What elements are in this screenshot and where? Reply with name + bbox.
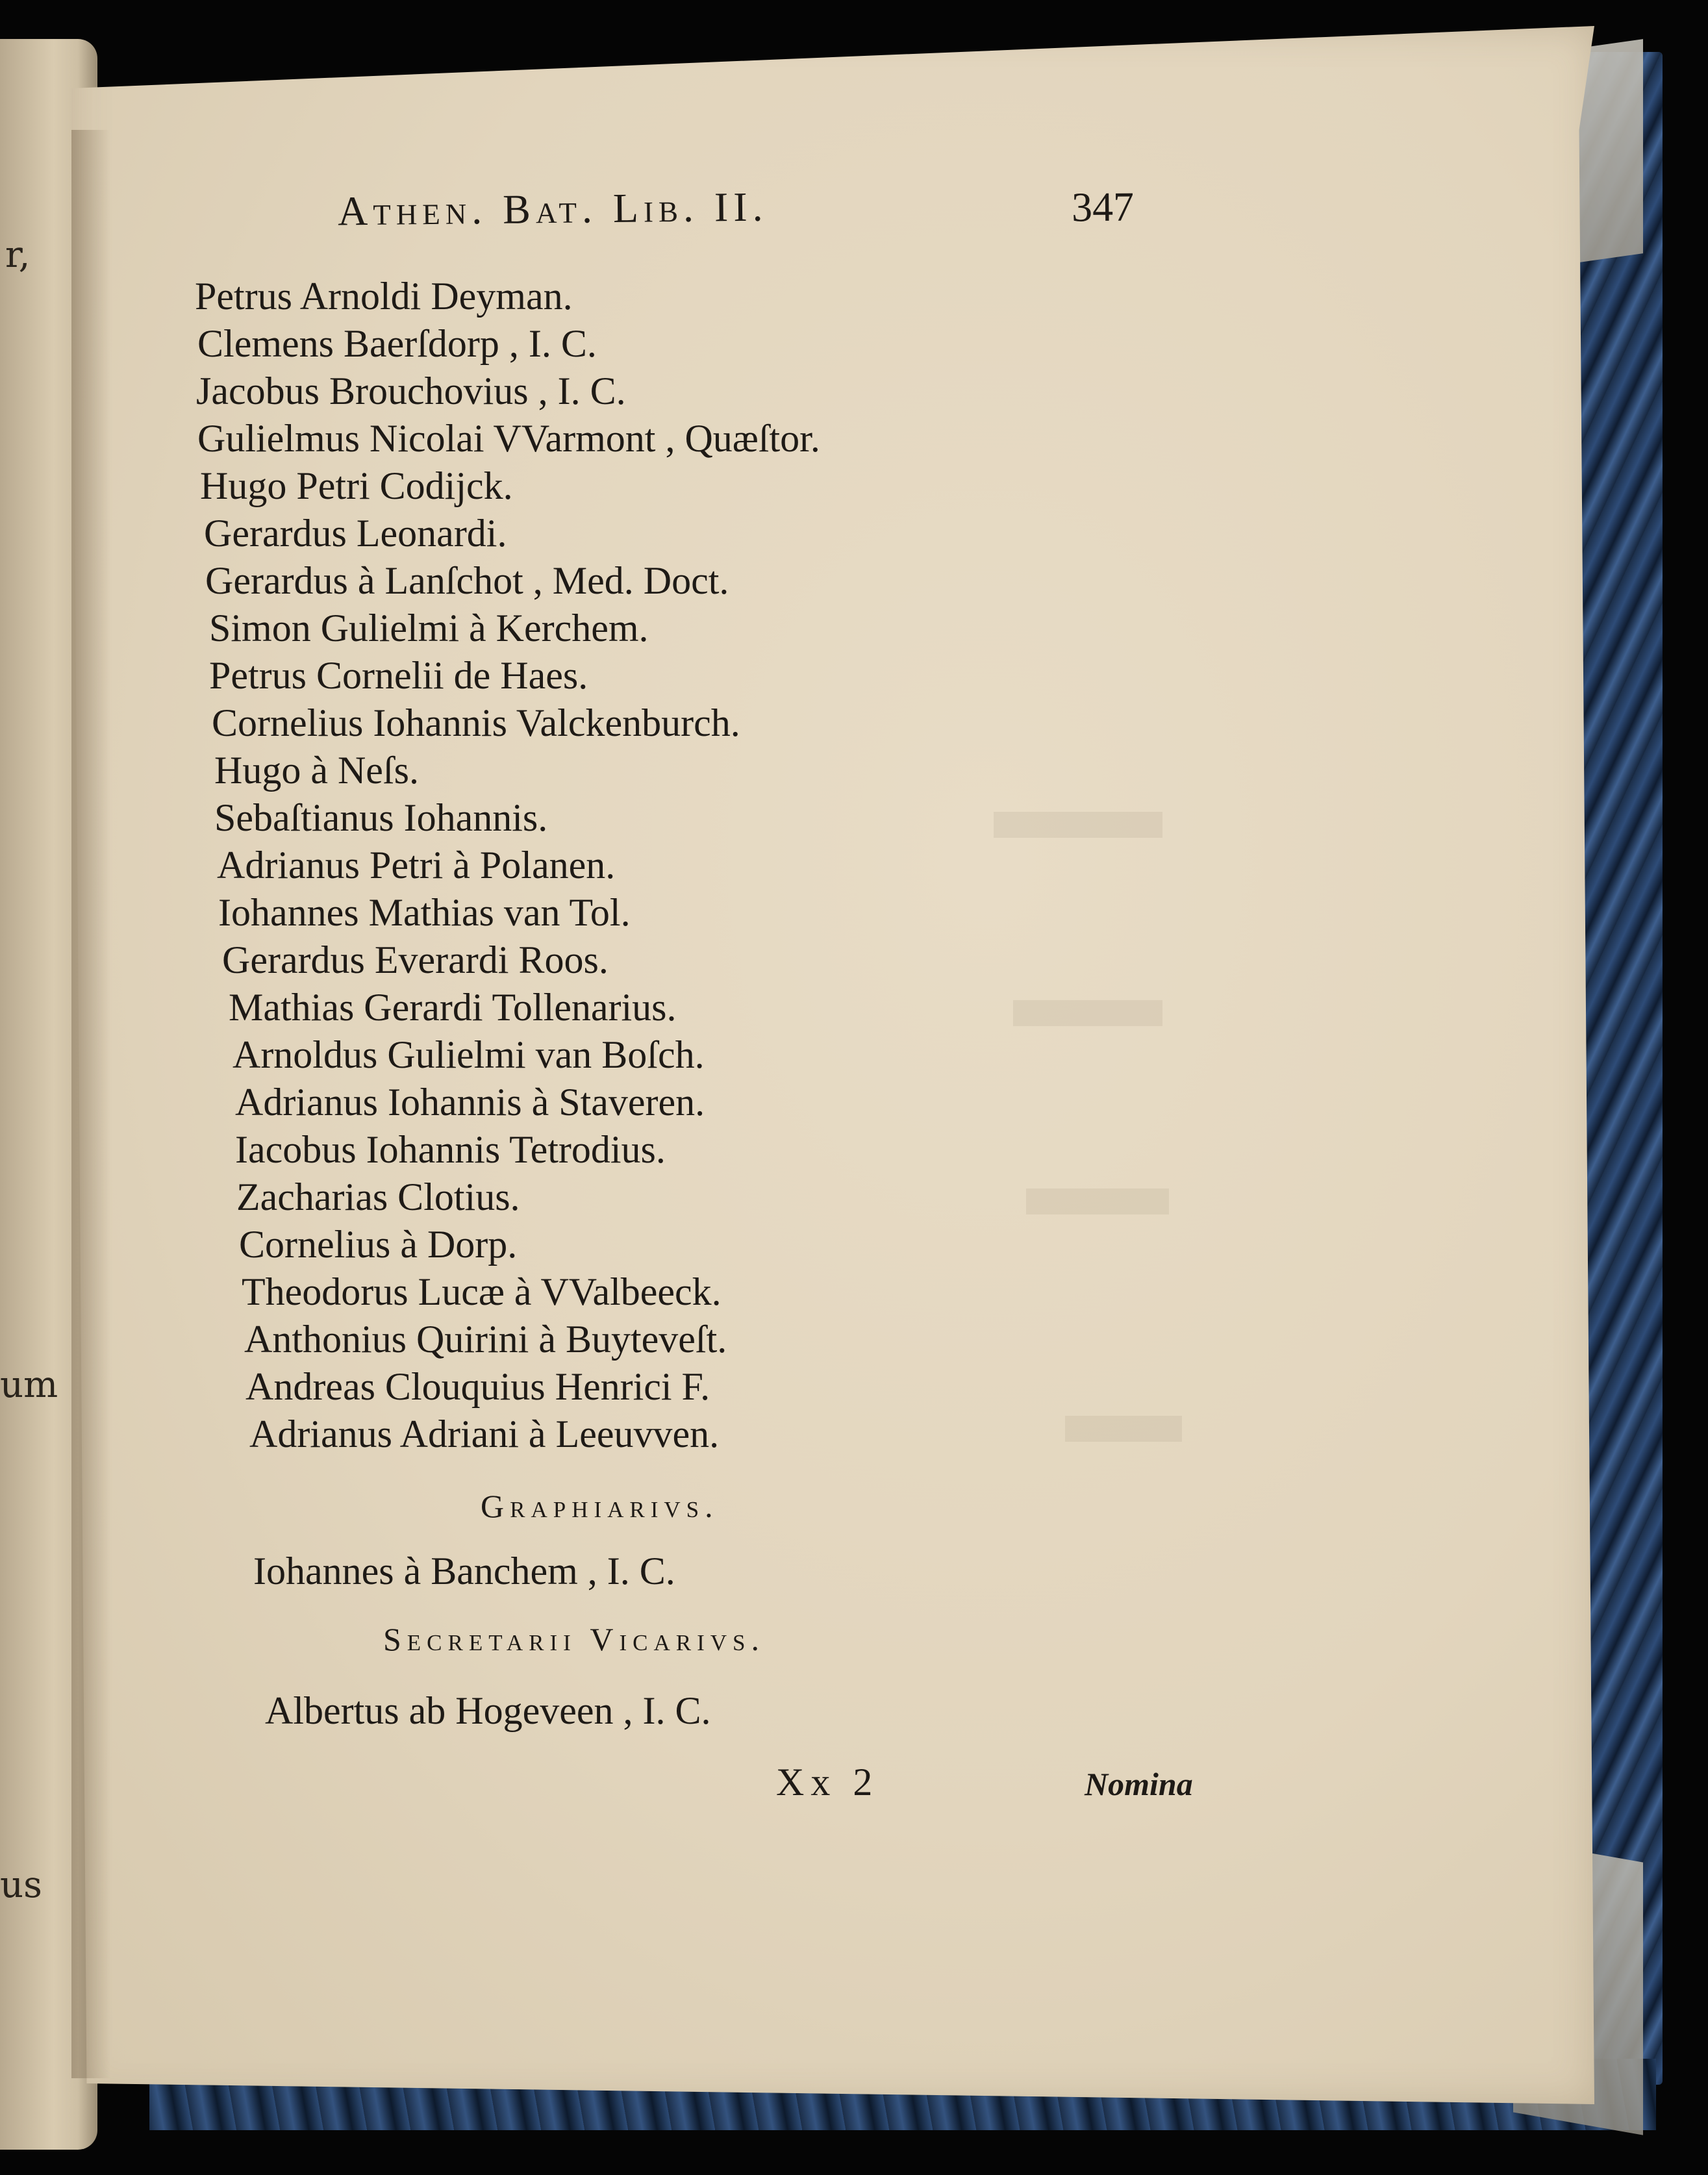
list-item: Clemens Baerſdorp , I. C. xyxy=(197,322,597,365)
signature-mark: Xx 2 xyxy=(776,1761,879,1804)
previous-page-fragment: um xyxy=(0,1364,58,1406)
previous-page-fragment: us xyxy=(0,1864,42,1906)
list-item: Adrianus Iohannis à Staveren. xyxy=(235,1081,705,1124)
list-item: Arnoldus Gulielmi van Boſch. xyxy=(232,1033,705,1076)
list-item: Hugo Petri Codijck. xyxy=(200,464,513,507)
list-item: Mathias Gerardi Tollenarius. xyxy=(229,986,677,1029)
name-list xyxy=(195,273,1169,1458)
list-item: Adrianus Petri à Polanen. xyxy=(217,844,616,886)
list-item: Petrus Cornelii de Haes. xyxy=(209,654,588,697)
list-item: Gulielmus Nicolai VVarmont , Quæſtor. xyxy=(197,417,820,460)
list-item: Theodorus Lucæ à VValbeeck. xyxy=(242,1270,722,1313)
previous-page-fragment: r, xyxy=(5,234,31,276)
running-title: Athen. Bat. Lib. II. xyxy=(337,183,768,234)
list-item: Andreas Clouquius Henrici F. xyxy=(245,1365,710,1408)
list-item: Zacharias Clotius. xyxy=(236,1176,520,1218)
secretarii-name: Albertus ab Hogeveen , I. C. xyxy=(265,1689,711,1732)
list-item: Iacobus Iohannis Tetrodius. xyxy=(235,1128,666,1171)
page-number: 347 xyxy=(1071,183,1135,231)
graphiarius-name: Iohannes à Banchem , I. C. xyxy=(253,1550,675,1592)
catchword: Nomina xyxy=(1085,1766,1193,1802)
graphiarius-heading: Graphiarivs. xyxy=(481,1488,719,1524)
list-item: Anthonius Quirini à Buyteveſt. xyxy=(244,1318,727,1361)
list-item: Cornelius Iohannis Valckenburch. xyxy=(212,701,740,744)
list-item: Sebaſtianus Iohannis. xyxy=(214,796,548,839)
list-item: Gerardus Leonardi. xyxy=(204,512,507,555)
list-item: Hugo à Neſs. xyxy=(214,749,419,792)
list-item: Simon Gulielmi à Kerchem. xyxy=(209,607,649,649)
list-item: Iohannes Mathias van Tol. xyxy=(218,891,631,934)
list-item: Cornelius à Dorp. xyxy=(239,1223,518,1266)
list-item: Gerardus Everardi Roos. xyxy=(222,938,609,981)
list-item: Gerardus à Lanſchot , Med. Doct. xyxy=(205,559,729,602)
list-item: Jacobus Brouchovius , I. C. xyxy=(196,370,626,412)
list-item: Petrus Arnoldi Deyman. xyxy=(195,275,573,318)
list-item: Adrianus Adriani à Leeuvven. xyxy=(249,1413,720,1455)
page-gutter-shadow xyxy=(71,130,110,2078)
secretarii-heading: Secretarii Vicarivs. xyxy=(383,1621,765,1657)
